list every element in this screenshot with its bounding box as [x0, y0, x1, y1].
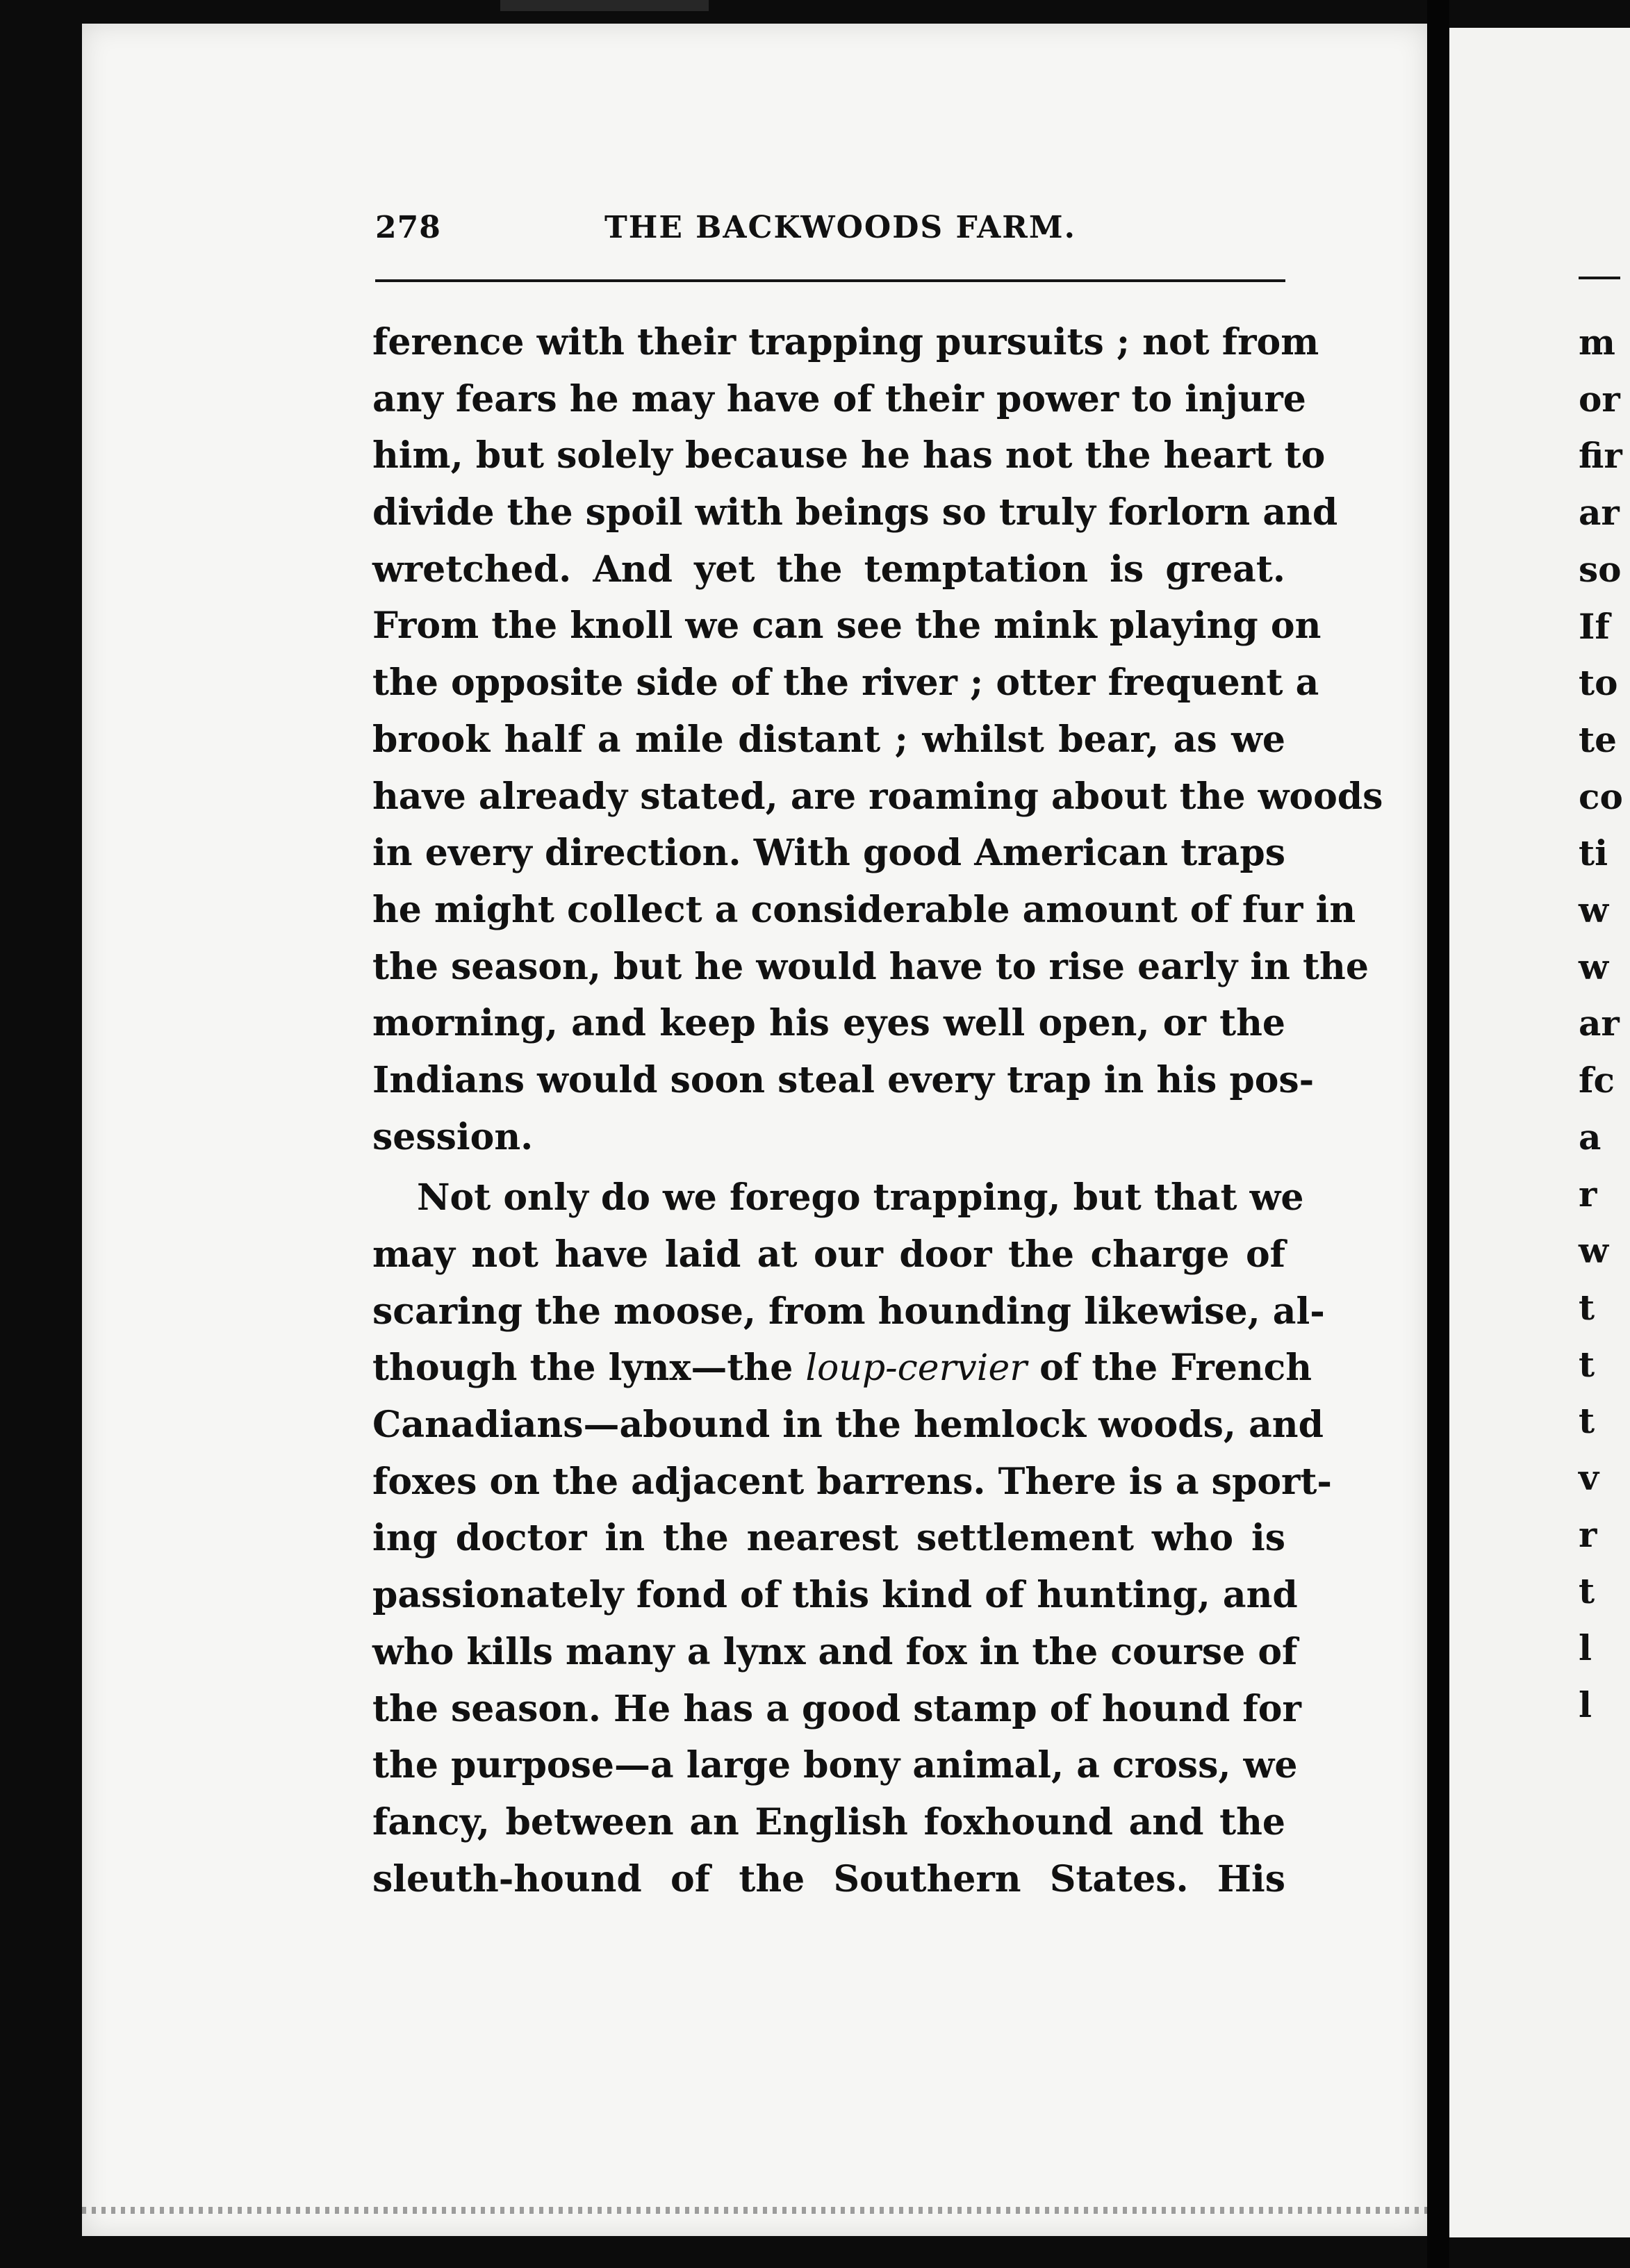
text-line: have already stated, are roaming about the woods	[372, 775, 1383, 818]
text-line: the season. He has a good stamp of hound for	[372, 1687, 1301, 1730]
running-head: THE BACKWOODS FARM.	[604, 210, 1076, 245]
header-rule	[375, 279, 1285, 282]
text-line: may not have laid at our door the charge of	[372, 1233, 1285, 1276]
text-line: scaring the moose, from hounding likewise, al-	[372, 1290, 1325, 1333]
facing-text-fragment: t	[1579, 1286, 1595, 1328]
facing-text-fragment: ar	[1579, 1003, 1620, 1044]
facing-text-fragment: te	[1579, 718, 1617, 760]
text-line: brook half a mile distant ; whilst bear, as we	[372, 718, 1285, 761]
facing-text-fragment: v	[1579, 1457, 1599, 1498]
facing-text-fragment: or	[1579, 378, 1620, 420]
facing-text-fragment: t	[1579, 1343, 1595, 1385]
facing-text-fragment: t	[1579, 1570, 1595, 1612]
text-line: fancy, between an English foxhound and the	[372, 1800, 1285, 1843]
text-line: sleuth-hound of the Southern States. His	[372, 1857, 1285, 1900]
facing-text-fragment: ar	[1579, 492, 1620, 534]
page-bottom-edge	[82, 2207, 1427, 2214]
facing-text-fragment: fc	[1579, 1060, 1615, 1101]
text-line: the season, but he would have to rise early in the	[372, 945, 1369, 988]
facing-text-fragment: to	[1579, 662, 1618, 704]
text-line: Canadians—abound in the hemlock woods, and	[372, 1404, 1324, 1447]
facing-text-fragment: If	[1579, 605, 1610, 647]
text-line: morning, and keep his eyes well open, or the	[372, 1002, 1285, 1045]
facing-text-fragment: fir	[1579, 435, 1622, 477]
text-line: the purpose—a large bony animal, a cross, we	[372, 1744, 1298, 1787]
scan-artifact	[500, 0, 709, 11]
body-text	[372, 314, 1383, 1907]
facing-text-fragment: a	[1579, 1116, 1602, 1158]
facing-text-fragment: l	[1579, 1684, 1592, 1725]
paragraph-2	[372, 1169, 1332, 1907]
text-line: wretched. And yet the temptation is great.	[372, 548, 1285, 591]
text-line: ing doctor in the nearest settlement who is	[372, 1517, 1285, 1560]
text-line: divide the spoil with beings so truly forlorn and	[372, 491, 1338, 534]
facing-text-fragment: r	[1579, 1513, 1597, 1555]
facing-text-fragment: r	[1579, 1173, 1597, 1215]
facing-text-fragment: so	[1579, 548, 1622, 590]
text-line: Not only do we forego trapping, but that we	[417, 1176, 1304, 1219]
facing-text-fragment: co	[1579, 775, 1623, 817]
text-line	[372, 1340, 1312, 1397]
facing-text-fragment: m	[1579, 322, 1615, 363]
facing-text-fragment: ti	[1579, 832, 1608, 874]
text-run: though the lynx—the	[372, 1347, 806, 1390]
text-line: passionately fond of this kind of hunting, and	[372, 1574, 1298, 1617]
text-run: of the French	[1027, 1347, 1312, 1390]
text-line: him, but solely because he has not the heart to	[372, 434, 1326, 477]
facing-page-rule	[1579, 277, 1620, 279]
text-line: the opposite side of the river ; otter frequent a	[372, 662, 1319, 705]
italic-term: loup-cervier	[805, 1347, 1028, 1390]
book-gutter	[1427, 0, 1449, 2268]
facing-text-fragment: t	[1579, 1400, 1595, 1442]
text-line: From the knoll we can see the mink playing on	[372, 605, 1322, 648]
text-line: he might collect a considerable amount of fur in	[372, 888, 1356, 931]
text-line: any fears he may have of their power to injure	[372, 377, 1306, 420]
text-line: ference with their trapping pursuits ; not from	[372, 321, 1319, 363]
facing-text-fragment: w	[1579, 889, 1609, 930]
text-line: in every direction. With good American traps	[372, 832, 1285, 875]
text-line: who kills many a lynx and fox in the course of	[372, 1630, 1298, 1673]
text-line: session.	[372, 1115, 534, 1158]
text-line: Indians would soon steal every trap in his pos-	[372, 1058, 1315, 1101]
text-line: foxes on the adjacent barrens. There is a sport-	[372, 1460, 1332, 1503]
paragraph-1	[372, 314, 1383, 1165]
facing-text-fragment: w	[1579, 1230, 1609, 1272]
facing-text-fragment: l	[1579, 1627, 1592, 1669]
page-number: 278	[375, 210, 441, 245]
facing-text-fragment: w	[1579, 946, 1609, 987]
page-header	[375, 210, 1285, 252]
